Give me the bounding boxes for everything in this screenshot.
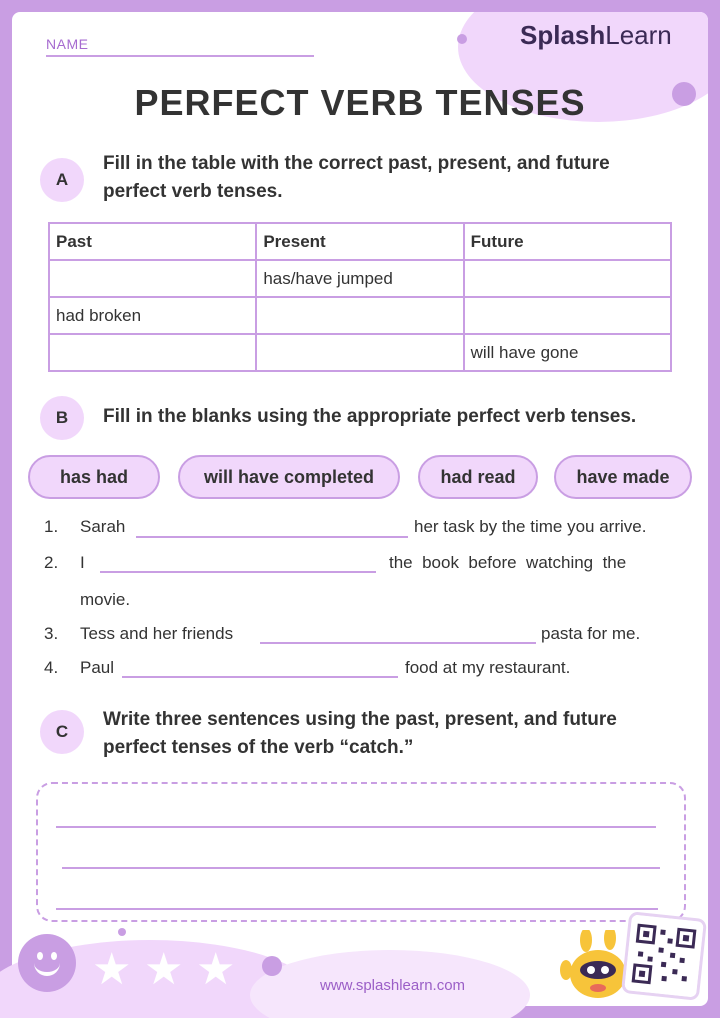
name-label: NAME (46, 36, 89, 52)
tenses-table (48, 222, 672, 372)
question-text: the book before watching the (389, 553, 627, 572)
header-future: Future (464, 223, 671, 260)
question-text-continuation: movie. (80, 590, 131, 609)
table-cell: will have gone (464, 334, 671, 371)
star-icon: ★ (196, 945, 236, 994)
question-text: food at my restaurant. (405, 658, 571, 677)
section-a-instruction: Fill in the table with the correct past, present, and future perfect verb tenses. (103, 153, 610, 202)
answer-blank[interactable] (136, 536, 408, 538)
writing-line[interactable] (56, 908, 658, 910)
page-title: PERFECT VERB TENSES (134, 82, 586, 123)
word-bank-chip[interactable]: will have completed (178, 455, 400, 499)
question-text: Paul (80, 658, 115, 677)
writing-line[interactable] (56, 826, 656, 828)
question-number: 3. (44, 624, 59, 643)
table-header-row (49, 223, 671, 260)
brand-logo: SplashLearn (520, 20, 672, 50)
header-past: Past (49, 223, 256, 260)
table-row (49, 260, 671, 297)
table-cell-input[interactable] (49, 334, 256, 371)
question-text: Tess and her friends (80, 624, 234, 643)
smiley-icon (18, 934, 76, 992)
writing-area (36, 782, 686, 922)
word-bank-chip[interactable]: had read (418, 455, 538, 499)
question-number: 4. (44, 658, 59, 677)
word-bank-chip[interactable]: have made (554, 455, 692, 499)
question-number: 2. (44, 553, 59, 572)
name-field-line[interactable] (46, 55, 314, 57)
qr-code-icon[interactable] (624, 914, 704, 997)
table-row (49, 334, 671, 371)
table-cell-input[interactable] (49, 260, 256, 297)
writing-line[interactable] (62, 867, 660, 869)
section-c-instruction: Write three sentences using the past, present, and future perfect tenses of the verb “catch.” (103, 709, 617, 758)
table-row (49, 297, 671, 334)
decorative-dot (262, 956, 282, 976)
table-cell-input[interactable] (464, 260, 671, 297)
table-cell-input[interactable] (464, 297, 671, 334)
decorative-dot (457, 34, 467, 44)
question-text: pasta for me. (541, 624, 641, 643)
table-cell: has/have jumped (256, 260, 463, 297)
table-cell: had broken (49, 297, 256, 334)
star-icon: ★ (144, 945, 184, 994)
section-c-badge: C (40, 710, 84, 754)
question-text: Sarah (80, 517, 126, 536)
section-b-badge: B (40, 396, 84, 440)
section-b-instruction: Fill in the blanks using the appropriate perfect verb tenses. (103, 406, 637, 427)
decorative-dot (118, 928, 126, 936)
answer-blank[interactable] (260, 642, 536, 644)
answer-blank[interactable] (122, 676, 398, 678)
question-text: I (80, 553, 85, 572)
table-cell-input[interactable] (256, 334, 463, 371)
section-a-badge: A (40, 158, 84, 202)
table-cell-input[interactable] (256, 297, 463, 334)
question-number: 1. (44, 517, 59, 536)
question-text: her task by the time you arrive. (414, 517, 647, 536)
star-icon: ★ (92, 945, 132, 994)
header-present: Present (256, 223, 463, 260)
footer-url[interactable]: www.splashlearn.com (320, 977, 466, 994)
word-bank-chip[interactable]: has had (28, 455, 160, 499)
answer-blank[interactable] (100, 571, 376, 573)
